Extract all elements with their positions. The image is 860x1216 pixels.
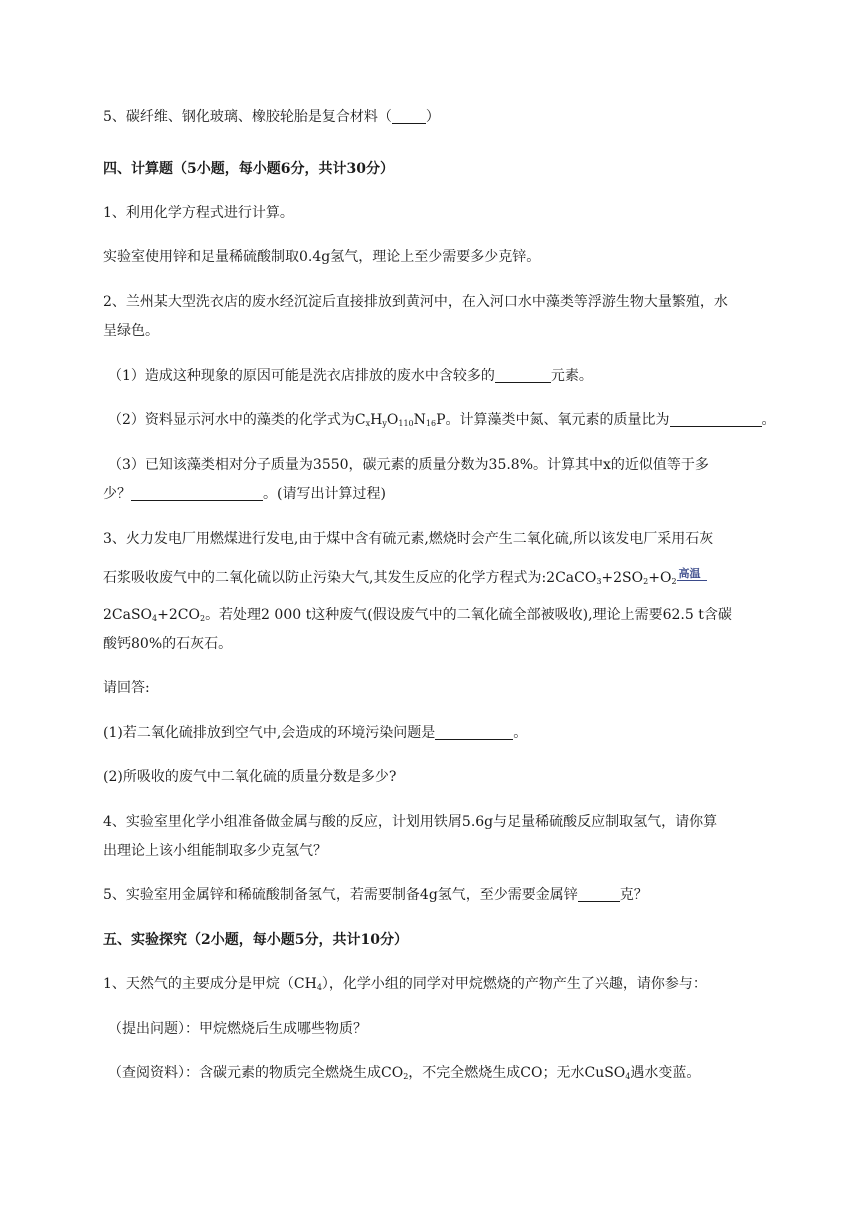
true-false-question-5: 5、碳纤维、钢化玻璃、橡胶轮胎是复合材料（ ）	[103, 109, 440, 125]
exp-question-1-line1: 1、天然气的主要成分是甲烷$(CH_4)$，化学小组的同学对甲烷燃烧的产物产生了兴趣，请你参与：	[103, 976, 707, 992]
answer-blank[interactable]	[435, 725, 513, 740]
calc-question-3-part1: (1)若二氧化硫排放到空气中,会造成的环境污染问题是 。	[103, 725, 528, 741]
answer-blank[interactable]	[131, 486, 263, 501]
calc-question-4-line1: 4、实验室里化学小组准备做金属与酸的反应，计划用铁屑5.6g与足量稀硫酸反应制取氢气，请你算	[103, 814, 718, 830]
answer-prompt: 请回答:	[103, 680, 150, 696]
calc-question-5: 5、实验室用金属锌和稀硫酸制备氢气，若需要制备4g氢气，至少需要金属锌 克？	[103, 887, 648, 903]
calc-question-1-body: 实验室使用锌和足量稀硫酸制取0.4g氢气，理论上至少需要多少克锌。	[103, 249, 541, 265]
section-5-heading: 五、实验探究（2小题，每小题5分，共计10分）	[103, 932, 408, 948]
answer-blank[interactable]	[392, 109, 426, 124]
calc-question-2-line1: 2、兰州某大型洗衣店的废水经沉淀后直接排放到黄河中，在入河口水中藻类等浮游生物大量繁殖，水	[103, 294, 728, 310]
calc-question-1-title: 1、利用化学方程式进行计算。	[103, 205, 294, 221]
answer-blank[interactable]	[578, 887, 620, 902]
calc-question-4-line2: 出理论上该小组能制取多少克氢气？	[103, 843, 327, 859]
calc-question-3-line3: $2CaSO_4+2CO_2$。若处理2 000 t这种废气(假设废气中的二氧化硫全部被吸收),理论上需要62.5 t含碳	[103, 607, 732, 623]
exp-question-1-line2: （提出问题）：甲烷燃烧后生成哪些物质？	[108, 1021, 367, 1037]
calc-question-2-part2: （2）资料显示河水中的藻类的化学式为$C_xH_yO_{110}N_{16}P$。计算藻类中氮、氧元素的质量比为 。	[108, 412, 776, 428]
exp-question-1-line3: （查阅资料）：含碳元素的物质完全燃烧生成$CO_2$，不完全燃烧生成CO；无水CuSO$_4$遇水变蓝。	[108, 1065, 701, 1081]
calc-question-3-line4: 酸钙80%的石灰石。	[103, 636, 233, 652]
calc-question-3-line2: 石浆吸收废气中的二氧化硫以防止污染大气,其发生反应的化学方程式为$:2CaCO_3+2SO_2+O_2$ 高温	[103, 568, 707, 588]
calc-question-3-line1: 3、火力发电厂用燃煤进行发电,由于煤中含有硫元素,燃烧时会产生二氧化硫,所以该发电厂采用石灰	[103, 531, 714, 547]
reaction-condition: 高温	[677, 568, 707, 588]
calc-question-3-part2: (2)所吸收的废气中二氧化硫的质量分数是多少?	[103, 769, 397, 785]
section-4-heading: 四、计算题（5小题，每小题6分，共计30分）	[103, 161, 394, 177]
calc-question-2-part3-line1: （3）已知该藻类相对分子质量为3550，碳元素的质量分数为35.8%。计算其中x的近似值等于多	[108, 457, 709, 473]
calc-question-2-part1: （1）造成这种现象的原因可能是洗衣店排放的废水中含较多的 元素。	[108, 368, 593, 384]
calc-question-2-line2: 呈绿色。	[103, 323, 159, 339]
answer-blank[interactable]	[670, 412, 762, 427]
calc-question-2-part3-line2: 少？ 。(请写出计算过程)	[103, 486, 386, 502]
answer-blank[interactable]	[495, 368, 551, 383]
